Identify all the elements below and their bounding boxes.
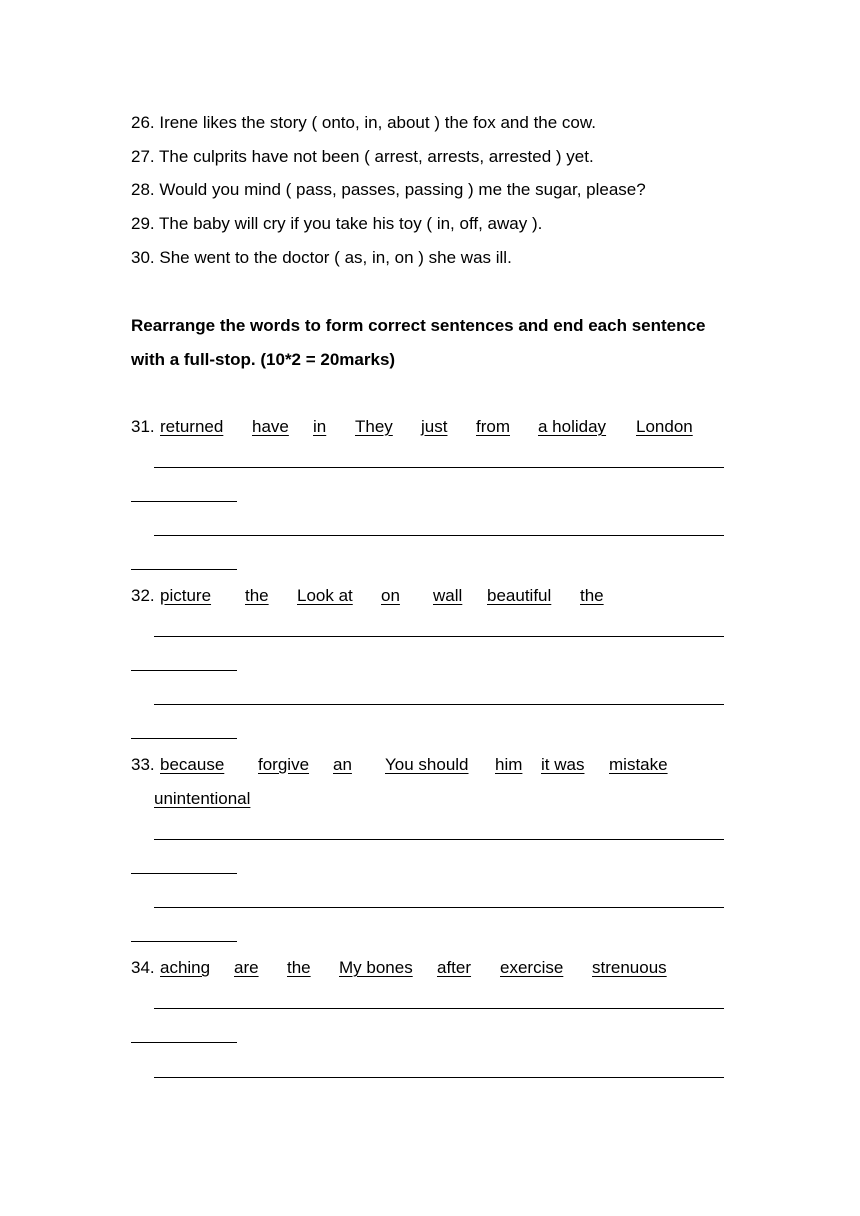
- question-32-number: 32.: [131, 586, 155, 605]
- word-chip: wall: [433, 586, 463, 605]
- word-chip: beautiful: [487, 586, 552, 605]
- word-chip: mistake: [609, 755, 668, 774]
- word-chip: it was: [541, 755, 585, 774]
- word-chip: My bones: [339, 958, 413, 977]
- question-30: 30. She went to the doctor ( as, in, on ) she was ill.: [131, 248, 512, 267]
- answer-line[interactable]: [154, 1077, 724, 1078]
- word-chip: on: [381, 586, 400, 605]
- question-27: 27. The culprits have not been ( arrest, arrests, arrested ) yet.: [131, 147, 594, 166]
- word-chip: returned: [160, 417, 224, 436]
- word-chip: London: [636, 417, 693, 436]
- word-chip: just: [421, 417, 448, 436]
- word-chip: strenuous: [592, 958, 667, 977]
- word-chip: You should: [385, 755, 469, 774]
- word-chip: a holiday: [538, 417, 607, 436]
- answer-line-continuation[interactable]: [131, 569, 237, 570]
- word-chip: unintentional: [154, 789, 251, 808]
- question-29: 29. The baby will cry if you take his toy ( in, off, away ).: [131, 214, 543, 233]
- question-28: 28. Would you mind ( pass, passes, passing ) me the sugar, please?: [131, 180, 646, 199]
- answer-line[interactable]: [154, 907, 724, 908]
- word-chip: picture: [160, 586, 212, 605]
- word-chip: from: [476, 417, 510, 436]
- answer-line-continuation[interactable]: [131, 1042, 237, 1043]
- section-instruction-line-2: with a full-stop. (10*2 = 20marks): [131, 350, 396, 369]
- answer-line[interactable]: [154, 636, 724, 637]
- word-chip: exercise: [500, 958, 564, 977]
- answer-line-continuation[interactable]: [131, 738, 237, 739]
- word-chip: are: [234, 958, 259, 977]
- question-33-number: 33.: [131, 755, 155, 774]
- answer-line-continuation[interactable]: [131, 941, 237, 942]
- answer-line[interactable]: [154, 704, 724, 705]
- answer-line[interactable]: [154, 1008, 724, 1009]
- word-chip: because: [160, 755, 225, 774]
- question-26: 26. Irene likes the story ( onto, in, about ) the fox and the cow.: [131, 113, 596, 132]
- word-chip: the: [245, 586, 269, 605]
- answer-line-continuation[interactable]: [131, 501, 237, 502]
- word-chip: They: [355, 417, 393, 436]
- question-31-number: 31.: [131, 417, 155, 436]
- word-chip: Look at: [297, 586, 353, 605]
- word-chip: the: [580, 586, 604, 605]
- word-chip: the: [287, 958, 311, 977]
- word-chip: after: [437, 958, 472, 977]
- answer-line[interactable]: [154, 467, 724, 468]
- question-34-number: 34.: [131, 958, 155, 977]
- word-chip: have: [252, 417, 289, 436]
- answer-line-continuation[interactable]: [131, 670, 237, 671]
- word-chip: an: [333, 755, 352, 774]
- word-chip: in: [313, 417, 327, 436]
- word-chip: aching: [160, 958, 211, 977]
- answer-line-continuation[interactable]: [131, 873, 237, 874]
- section-instruction-line-1: Rearrange the words to form correct sentences and end each sentence: [131, 316, 706, 335]
- answer-line[interactable]: [154, 535, 724, 536]
- word-chip: him: [495, 755, 523, 774]
- word-chip: forgive: [258, 755, 310, 774]
- answer-line[interactable]: [154, 839, 724, 840]
